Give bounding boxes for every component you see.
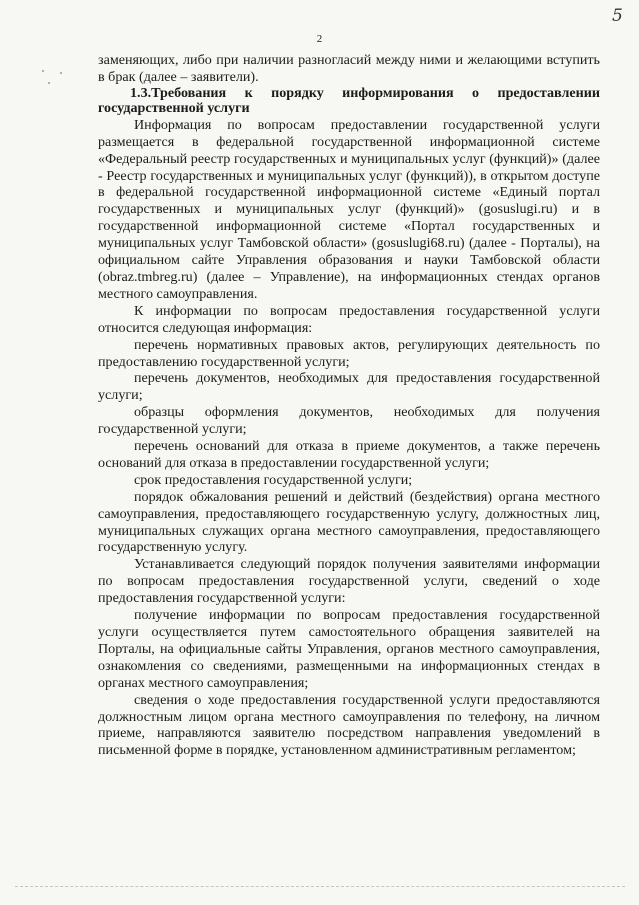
scan-specks xyxy=(40,68,90,88)
paragraph-info-placement: Информация по вопросам предоставлении государственной услуги размещается в федеральной государственной информационной системе «Федеральный реестр государственных и муниципальных услуг (функций)» (далее - Реестр государственных и муниципальных услуг (функций)), в открытом доступе в федеральной государственной информационной системе «Единый портал государственных и муниципальных услуг (функций)» (gosuslugi.ru) и в государственной информационной системе «Портал государственных и муниципальных услуг Тамбовской области» (gosuslugi68.ru) (далее - Порталы), на официальном сайте Управления образования и науки Тамбовской области (obraz.tmbreg.ru) (далее – Управление), на информационных стендах органов местного самоуправления. xyxy=(98,116,600,302)
list-item-appeal: порядок обжалования решений и действий (бездействия) органа местного самоуправления, предоставляющего государственную услугу, должностных лиц, муниципальных служащих органа местного самоуправления, предоставляющего государственную услугу. xyxy=(98,488,600,556)
list-item-samples: образцы оформления документов, необходимых для получения государственной услуги; xyxy=(98,404,600,438)
paragraph-obtaining-info: получение информации по вопросам предоставления государственной услуги осуществляется путем самостоятельного обращения заявителей на Порталы, на официальные сайты Управления, органов местного самоуправления, ознакомления со сведениями, размещенными на информационных стендах в органах местного самоуправления; xyxy=(98,607,600,691)
paragraph-status-info: сведения о ходе предоставления государственной услуги предоставляются должностным лицом органа местного самоуправления по телефону, на личном приеме, направляются заявителю посредством направления уведомлений в письменной форме в порядке, установленном административным регламентом; xyxy=(98,691,600,759)
list-item-refusal-grounds: перечень оснований для отказа в приеме документов, а также перечень оснований для отказа в предоставлении государственной услуги; xyxy=(98,438,600,471)
page-number: 2 xyxy=(316,33,323,45)
list-item-term: срок предоставления государственной услуги; xyxy=(134,471,413,488)
document-body xyxy=(98,52,600,759)
section-heading: 1.3.Требования к порядку информирования о предоставлении государственной услуги xyxy=(98,84,600,117)
list-item-documents: перечень документов, необходимых для предоставления государственной услуги; xyxy=(98,370,600,404)
scan-edge-line xyxy=(15,886,625,888)
list-item-legal-acts: перечень нормативных правовых актов, регулирующих деятельность по предоставлению государственной услуги; xyxy=(98,336,600,370)
handwritten-page-number: 5 xyxy=(612,6,623,26)
paragraph-info-intro: К информации по вопросам предоставления государственной услуги относится следующая информация: xyxy=(98,302,600,336)
paragraph-continuation: заменяющих, либо при наличии разногласий между ними и желающими вступить в брак (далее – заявители). xyxy=(98,52,600,85)
paragraph-procedure: Устанавливается следующий порядок получения заявителями информации по вопросам предоставления государственной услуги, сведений о ходе предоставления государственной услуги: xyxy=(98,556,600,607)
